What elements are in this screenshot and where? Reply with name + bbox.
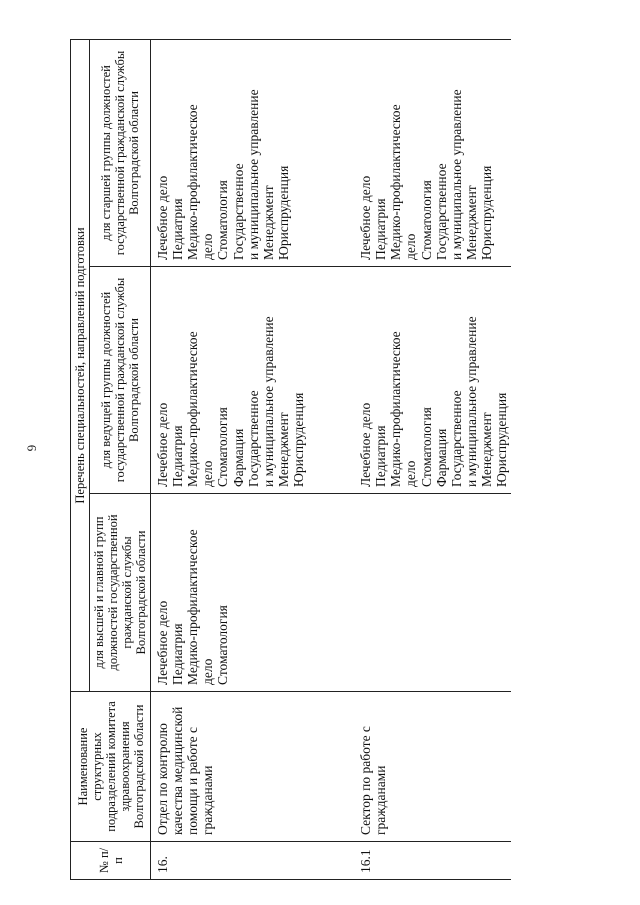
row-department: Сектор по работе с гражданами (354, 692, 511, 842)
row-senior-specialties (354, 39, 511, 266)
specialty-item: Лечебное дело (155, 600, 170, 685)
specialty-item: Педиатрия (170, 198, 186, 260)
row-lead-specialties (151, 267, 309, 494)
specialty-item: и муниципальное управление (260, 316, 276, 487)
specialty-item: дело (403, 460, 419, 487)
specialty-item: Педиатрия (170, 623, 186, 685)
header-specialties-group: Перечень специальностей, направлений подготовки (71, 39, 90, 691)
specialty-item: Фармация (230, 428, 246, 487)
specialty-item: Юриспруденция (478, 165, 494, 260)
specialty-item: Менеджмент (260, 185, 276, 260)
specialty-item: Лечебное дело (358, 402, 374, 487)
row-lead-specialties (354, 267, 511, 494)
specialty-item: Менеджмент (478, 412, 494, 487)
specialty-item: дело (200, 233, 216, 260)
header-department: Наименование структурных подразделений комитета здравоохранения Волгоградской области (71, 692, 151, 842)
header-high-group: для высшей и главной групп должностей государственной гражданской службы Волгоградской области (90, 494, 151, 692)
row-senior-specialties (151, 39, 309, 266)
specialty-item: Медико-профилактическое (185, 331, 201, 487)
specialty-item: дело (403, 233, 419, 260)
specialty-item: Юриспруденция (275, 165, 291, 260)
specialty-item: дело (200, 460, 216, 487)
specialty-item: Педиатрия (373, 198, 389, 260)
row-number: 16.1 (354, 842, 511, 880)
specialties-table (70, 39, 511, 880)
specialty-item: Менеджмент (463, 185, 479, 260)
specialty-item: Государственное (433, 163, 449, 260)
table-row (354, 39, 511, 879)
header-number: № п/п (71, 842, 151, 880)
row-high-specialties (354, 494, 511, 692)
specialty-item: Лечебное дело (358, 175, 374, 260)
specialty-item: и муниципальное управление (448, 89, 464, 260)
specialty-item: и муниципальное управление (245, 89, 261, 260)
specialty-item: Педиатрия (373, 425, 389, 487)
rotated-table-container (70, 40, 640, 880)
table-row-gap (308, 39, 354, 879)
specialty-item: Медико-профилактическое (185, 104, 201, 260)
specialty-item: Стоматология (215, 407, 231, 487)
specialty-item: Менеджмент (275, 412, 291, 487)
specialty-item: Медико-профилактическое (388, 331, 404, 487)
row-number: 16. (151, 842, 309, 880)
specialty-item: Государственное (245, 390, 261, 487)
specialty-item: Стоматология (418, 180, 434, 260)
specialty-item: Педиатрия (170, 425, 186, 487)
specialty-item: Государственное (230, 163, 246, 260)
specialty-item: Фармация (433, 428, 449, 487)
header-senior-group: для старшей группы должностей государственной гражданской службы Волгоградской области (90, 39, 151, 266)
specialty-item: Стоматология (215, 180, 231, 260)
table-row (151, 39, 309, 879)
page-number: 6 (24, 444, 40, 452)
specialty-item: Лечебное дело (155, 175, 170, 260)
specialty-item: Стоматология (215, 605, 231, 685)
row-high-specialties (151, 494, 309, 692)
specialty-item: Стоматология (418, 407, 434, 487)
specialty-item: и муниципальное управление (463, 316, 479, 487)
row-department: Отдел по контролю качества медицинской помощи и работе с гражданами (151, 692, 309, 842)
specialty-item: Медико-профилактическое (388, 104, 404, 260)
specialty-item: Медико-профилактическое (185, 529, 201, 685)
specialty-item: дело (200, 658, 216, 685)
header-lead-group: для ведущей группы должностей государственной гражданской службы Волгоградской области (90, 267, 151, 494)
specialty-item: Юриспруденция (290, 392, 306, 487)
specialty-item: Государственное (448, 390, 464, 487)
specialty-item: Юриспруденция (494, 392, 510, 487)
specialty-item: Лечебное дело (155, 402, 170, 487)
